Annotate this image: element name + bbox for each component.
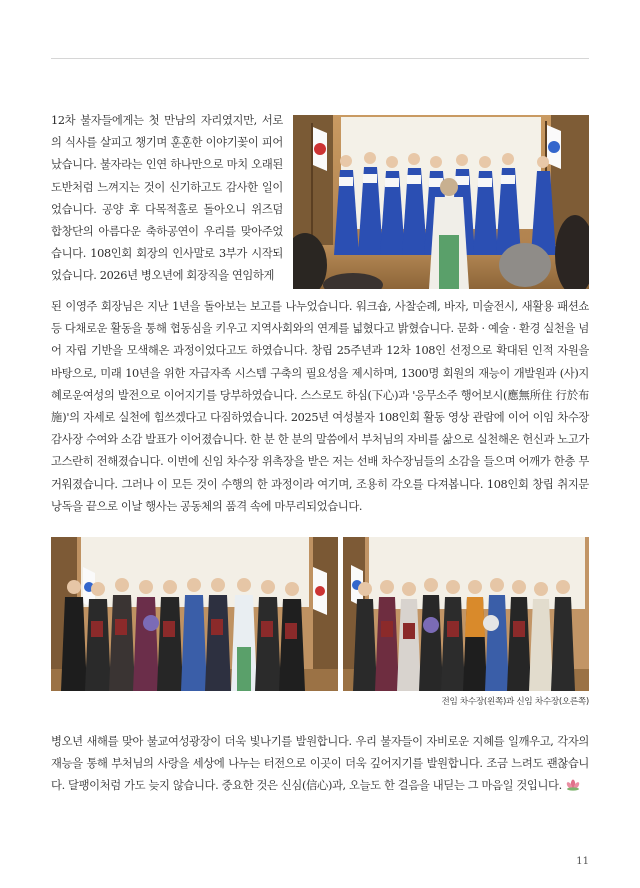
photo-caption: 전임 차수장(왼쪽)과 신임 차수장(오른쪽): [441, 697, 589, 707]
top-rule: [51, 58, 589, 59]
page-number: 11: [576, 856, 589, 867]
lotus-icon: [566, 777, 580, 799]
closing-paragraph: [51, 731, 589, 800]
body-paragraph: 된 이영주 회장님은 지난 1년을 돌아보는 보고를 나누었습니다. 워크숍, 사찰순례, 바자, 미술전시, 새활용 패션쇼 등 다채로운 활동을 통해 협동심을 키우고 지역사회와의 연계를 넓혔다고 밝혔습니다. 문화 · 예술 · 환경 실천을 넘어 자립 기반을 모색해온 과정이었다고도 하였습니다. 창립 25주년과 12차 108인 선정으로 확대된 인적 자원을 바탕으로, 미래 10년을 위한 자급자족 시스템 구축의 필요성을 제시하며, 1300명 회원의 재능이 개발원과 (사)지혜로운여성의 발전으로 이어지기를 당부하였습니다. 스스로도 하심(下心)과 '응무소주 행어보시(應無所住 行於布施)'의 자세로 실천에 힘쓰겠다고 다짐하였습니다. 2025년 여성불자 108인회 활동 영상 관람에 이어 이임 차수장 감사장 수여와 소감 발표가 이어졌습니다. 한 분 한 분의 말씀에서 부처님의 자비를 삶으로 실천해온 헌신과 노고가 고스란히 전해졌습니다. 이번에 신임 차수장 위촉장을 받은 저는 선배 차수장님들의 소감을 들으며 어깨가 한층 무거워졌습니다. 그러나 이 모든 것이 수행의 한 과정이라 여기며, 조용히 각오를 다져봅니다. 108인회 창립 취지문 낭독을 끝으로 이날 행사는 공동체의 품격 속에 마무리되었습니다.: [51, 300, 589, 513]
choir-performance-photo: [293, 115, 589, 289]
new-leaders-group-photo: [343, 537, 589, 691]
closing-text: 병오년 새해를 맞아 불교여성광장이 더욱 빛나기를 발원합니다. 우리 불자들이 자비로운 지혜를 일깨우고, 각자의 재능을 통해 부처님의 사랑을 세상에 나누는 터전으로 이곳이 더욱 깊어지기를 발원합니다. 조금 느려도 괜찮습니다. 달팽이처럼 가도 늦지 않습니다. 중요한 것은 신심(信心)과, 오늘도 한 걸음을 내딛는 그 마음일 것입니다.: [51, 735, 589, 793]
former-leaders-group-photo: [51, 537, 338, 691]
intro-paragraph: 12차 불자들에게는 첫 만남의 자리였지만, 서로의 식사를 살피고 챙기며 훈훈한 이야기꽃이 피어났습니다. 불자라는 인연 하나만으로 마치 오래된 도반처럼 느껴지는 것이 신기하고도 감사한 일이었습니다. 공양 후 다목적홀로 돌아오니 위즈덤 합창단의 아름다운 축하공연이 우리를 맞아주었습니다. 108인회 회장의 인사말로 3부가 시작되었습니다. 2026년 병오년에 회장직을 연임하게: [51, 114, 283, 283]
